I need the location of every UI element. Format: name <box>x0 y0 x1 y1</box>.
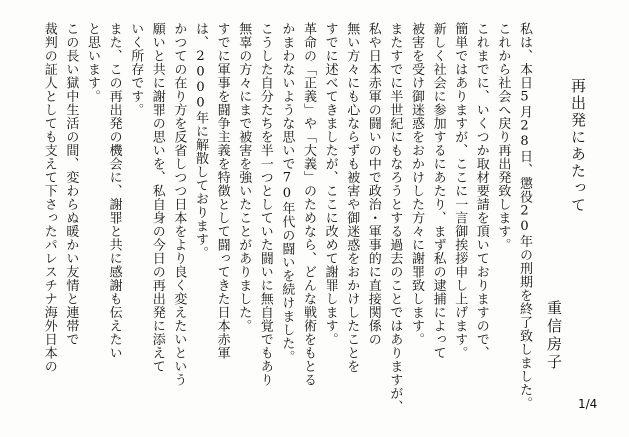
text-column: 無い方々にも心ならずも被害や御迷惑をおかけしたことを <box>344 22 360 373</box>
text-column: またすでに半世紀にもなろうとする過去のことではありますが、 <box>387 22 403 414</box>
text-column: かつての在り方を反省しつつ日本をより良く変えたいという <box>171 22 187 387</box>
page-number: 1/4 <box>578 397 598 411</box>
text-column: 革命の「正義」や「大義」のためなら、どんな戦術をもとる <box>301 22 316 387</box>
letter-title: 再出発にあたって <box>569 78 587 214</box>
text-column: これから社会へ戻り再出発致します。 <box>495 22 511 252</box>
text-column: 新しく社会に参加するにあたり、まず私の逮捕によって <box>430 22 446 360</box>
text-column: 無辜の方々にまで被害を強いたことがありました。 <box>236 22 252 333</box>
text-column: 私や日本赤軍の闘いの中で政治・軍事的に直接関係の <box>365 22 381 346</box>
text-column: また、この再出発の機会に、謝罪と共に感謝も伝えたい <box>106 22 122 360</box>
text-column: は、2000年に解散しております。 <box>193 22 208 260</box>
text-column: と思います。 <box>85 22 100 103</box>
text-column: すでに軍事を闘争主義を特徴として闘ってきた日本赤軍 <box>214 22 230 360</box>
text-column: 願いと共に謝罪の思いを、私自身の今日の再出発に添えて <box>149 22 165 373</box>
signature: 重信房子 <box>545 300 563 372</box>
text-column: すでに述べてきましたが、ここに改めて謝罪します。 <box>322 22 338 346</box>
text-column: 裁判の証人としても支えて下さったパレスチナ海外日本の <box>41 22 57 373</box>
text-column: これまでに、いくつか取材要請を頂いておりますので、 <box>473 22 489 360</box>
text-column: 私は、本日5月28日、懲役20年の刑期を終了致しました。 <box>517 22 532 410</box>
text-column: いく所存です。 <box>128 22 144 117</box>
text-column: この長い獄中生活の間、変わらぬ暖かい友情と連帯で <box>63 22 79 346</box>
text-column: 簡単ではありますが、ここに一言御挨拶申し上げます。 <box>452 22 468 360</box>
text-column: かまわないような思いで70年代の闘いを続けました。 <box>279 22 295 364</box>
text-column: 被害を受け御迷惑をおかけした方々に謝罪致します。 <box>409 22 424 346</box>
text-column: こうした自分たちを半一つとしていた闘いに無自覚でもあり <box>257 22 273 387</box>
